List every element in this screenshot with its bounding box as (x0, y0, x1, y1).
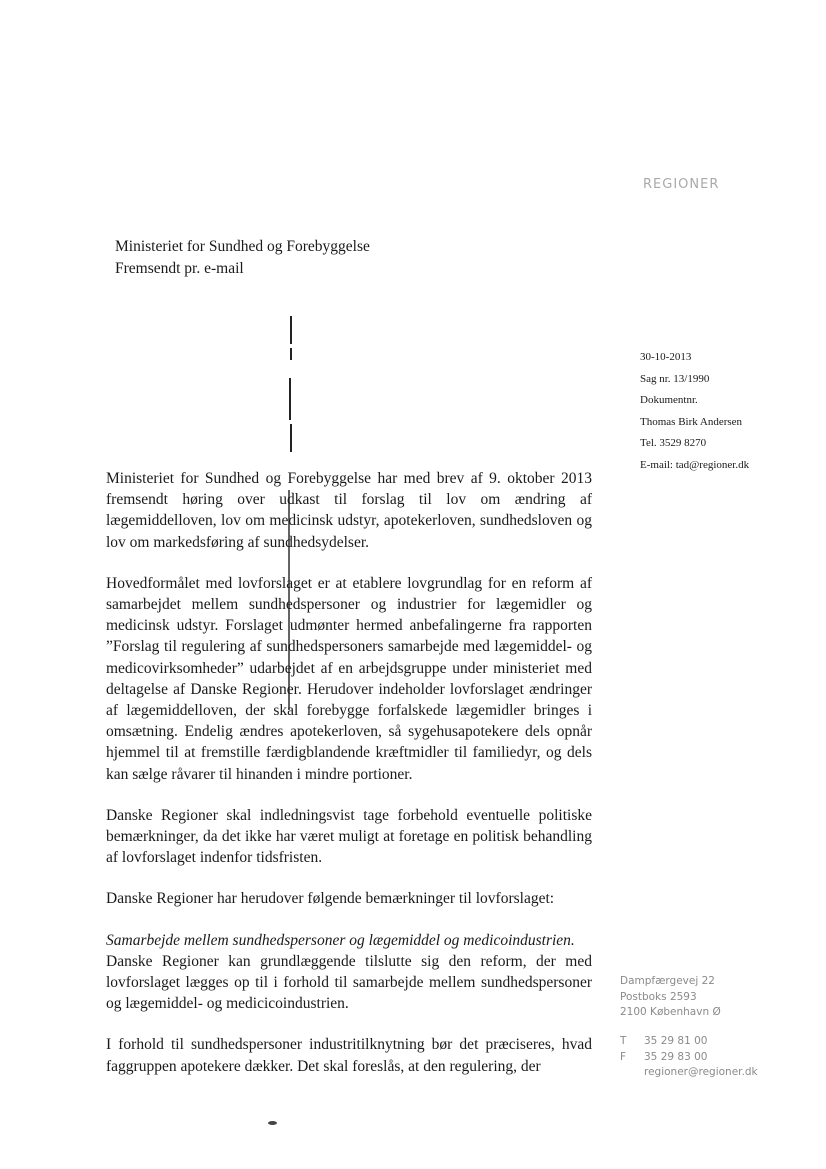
scan-speck (268, 1121, 277, 1125)
scan-mark (290, 424, 292, 452)
meta-email: E-mail: tad@regioner.dk (640, 458, 750, 471)
body-paragraph: I forhold til sundhedspersoner industritilknytning bør det præciseres, hvad faggruppen apotekere dækker. Det skal foreslås, at den regulering, der (106, 1036, 592, 1075)
meta-block (640, 347, 749, 476)
body-paragraph: Danske Regioner kan grundlæggende tilslutte sig den reform, der med lovforslaget lægges op til i forhold til samarbejde mellem sundhedspersoner og lægemiddel- og medicicoindustrien. (106, 952, 592, 1013)
logo-regioner: REGIONER (643, 177, 720, 192)
body-paragraph: Danske Regioner skal indledningsvist tage forbehold eventuelle politiske bemærkninger, da det ikke har været muligt at foretage en politisk behandling af lovforslaget indenfor tidsfristen. (106, 806, 592, 867)
meta-case-number: Sag nr. 13/1990 (640, 372, 710, 385)
recipient-name: Ministeriet for Sundhed og Forebyggelse (115, 238, 370, 255)
recipient-block (115, 236, 370, 280)
body-paragraph: Hovedformålet med lovforslaget er at etablere lovgrundlag for en reform af samarbejdet mellem sundhedspersoner og industrier for lægemidler og medicinsk udstyr. Forslaget udmønter hermed anbefalingerne fra rapporten ”Forslag til regulering af sundhedspersoners samarbejde med lægemiddel- og medicovirksomheder” udarbejdet af en arbejdsgruppe under ministeriet med deltagelse af Danske Regioner. Herudover indeholder lovforslaget ændringer af lægemiddelloven, der skal forebygge forfalskede lægemidler bringes i omsætning. Endelig ændres apotekerloven, så sygehusapotekere dels opnår hjemmel til at fremstille færdigblandende kræftmidler til familiedyr, og dels kan sælge råvarer til hinanden i mindre portioner. (106, 574, 592, 783)
scan-mark (290, 316, 292, 344)
delivery-note: Fremsendt pr. e-mail (115, 260, 244, 277)
scan-mark (289, 378, 291, 420)
contact-phone: T 35 29 81 00 (620, 1035, 708, 1047)
contact-fax: F 35 29 83 00 (620, 1050, 708, 1063)
meta-document-number: Dokumentnr. (640, 394, 698, 406)
address-city: 2100 København Ø (620, 1006, 721, 1018)
address-block (620, 974, 721, 1021)
meta-date: 30-10-2013 (640, 351, 692, 363)
meta-phone: Tel. 3529 8270 (640, 437, 707, 449)
contact-block (620, 1034, 758, 1081)
body-paragraph: Ministeriet for Sundhed og Forebyggelse har med brev af 9. oktober 2013 fremsendt høring over udkast til forslag til lov om ændring af lægemiddelloven, lov om medicinsk udstyr, apotekerloven, sundhedsloven og lov om markedsføring af sundhedsydelser. (106, 470, 592, 551)
contact-email: regioner@regioner.dk (644, 1066, 758, 1078)
body-paragraph: Danske Regioner har herudover følgende bemærkninger til lovforslaget: (106, 890, 555, 908)
address-street: Dampfærgevej 22 (620, 975, 715, 987)
section-heading: Samarbejde mellem sundhedspersoner og lægemiddel og medicoindustrien. (106, 931, 575, 949)
meta-name: Thomas Birk Andersen (640, 415, 743, 428)
letter-body (106, 468, 592, 1077)
address-pobox: Postboks 2593 (620, 990, 697, 1003)
scan-mark (290, 348, 292, 360)
